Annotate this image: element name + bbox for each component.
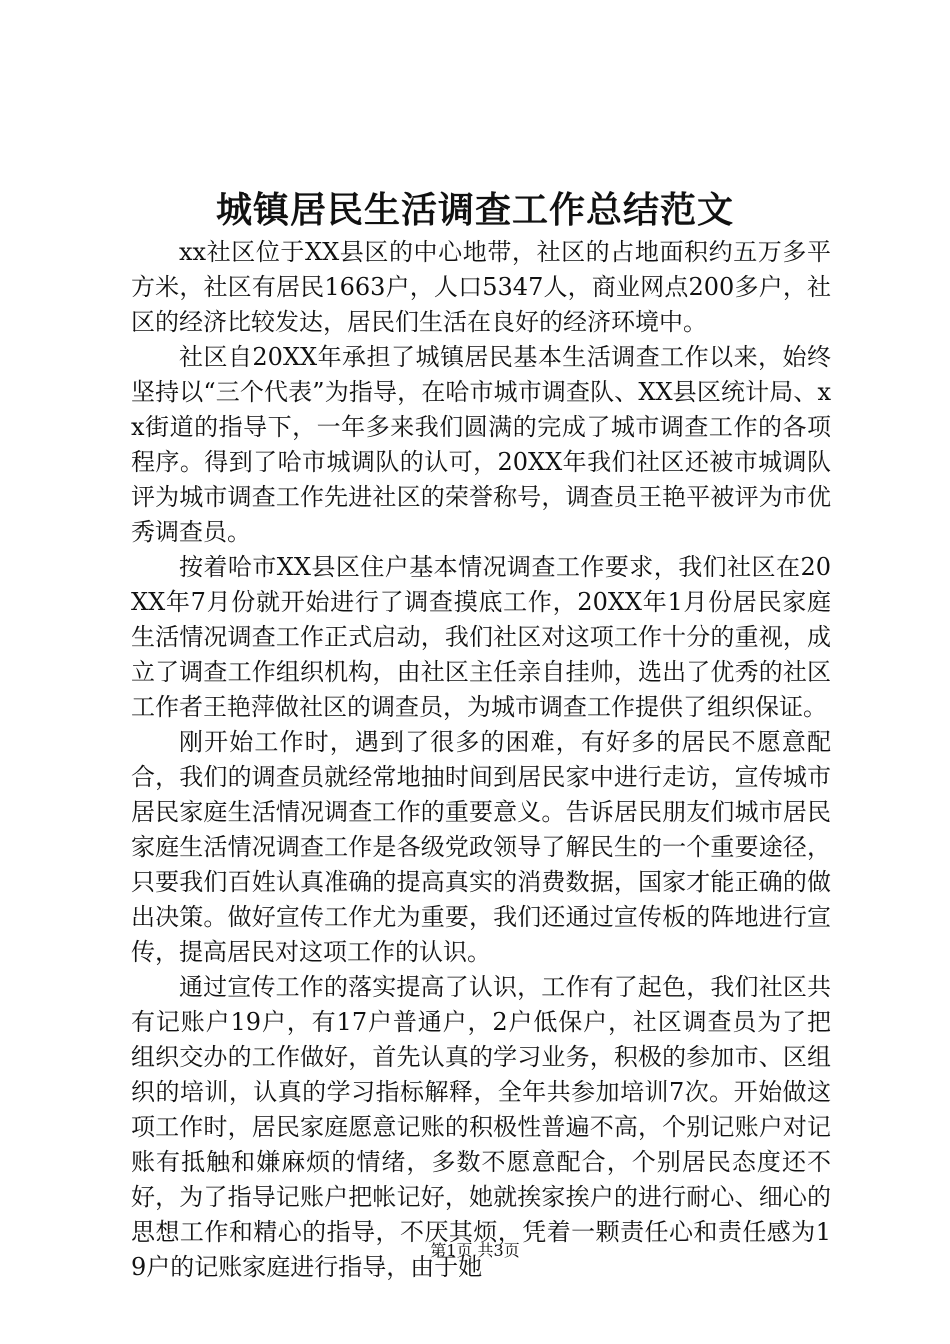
- paragraph-5: 通过宣传工作的落实提高了认识，工作有了起色，我们社区共有记账户19户，有17户普通户，2户低保户，社区调查员为了把组织交办的工作做好，首先认真的学习业务，积极的参加市、区组织的培训，认真的学习指标解释，全年共参加培训7次。开始做这项工作时，居民家庭愿意记账的积极性普遍不高，个别记账户对记账有抵触和嫌麻烦的情绪，多数不愿意配合，个别居民态度还不好，为了指导记账户把帐记好，她就挨家挨户的进行耐心、细心的思想工作和精心的指导，不厌其烦，凭着一颗责任心和责任感为19户的记账家庭进行指导，由于她: [131, 973, 831, 1281]
- document-body: [131, 235, 831, 1285]
- page-number-footer: 第1页 共3页: [430, 1241, 520, 1260]
- paragraph-3: 按着哈市XX县区住户基本情况调查工作要求，我们社区在20XX年7月份就开始进行了调查摸底工作，20XX年1月份居民家庭生活情况调查工作正式启动，我们社区对这项工作十分的重视，成立了调查工作组织机构，由社区主任亲自挂帅，选出了优秀的社区工作者王艳萍做社区的调查员，为城市调查工作提供了组织保证。: [131, 553, 831, 721]
- paragraph-1: xx社区位于XX县区的中心地带，社区的占地面积约五万多平方米，社区有居民1663户，人口5347人，商业网点200多户，社区的经济比较发达，居民们生活在良好的经济环境中。: [131, 238, 831, 336]
- paragraph-4: 刚开始工作时，遇到了很多的困难，有好多的居民不愿意配合，我们的调查员就经常地抽时间到居民家中进行走访，宣传城市居民家庭生活情况调查工作的重要意义。告诉居民朋友们城市居民家庭生活情况调查工作是各级党政领导了解民生的一个重要途径，只要我们百姓认真准确的提高真实的消费数据，国家才能正确的做出决策。做好宣传工作尤为重要，我们还通过宣传板的阵地进行宣传，提高居民对这项工作的认识。: [131, 728, 831, 966]
- document-title: 城镇居民生活调查工作总结范文: [215, 189, 734, 231]
- paragraph-2: 社区自20XX年承担了城镇居民基本生活调查工作以来，始终坚持以“三个代表”为指导，在哈市城市调查队、XX县区统计局、xx街道的指导下，一年多来我们圆满的完成了城市调查工作的各项程序。得到了哈市城调队的认可，20XX年我们社区还被市城调队评为城市调查工作先进社区的荣誉称号，调查员王艳平被评为市优秀调查员。: [131, 343, 831, 546]
